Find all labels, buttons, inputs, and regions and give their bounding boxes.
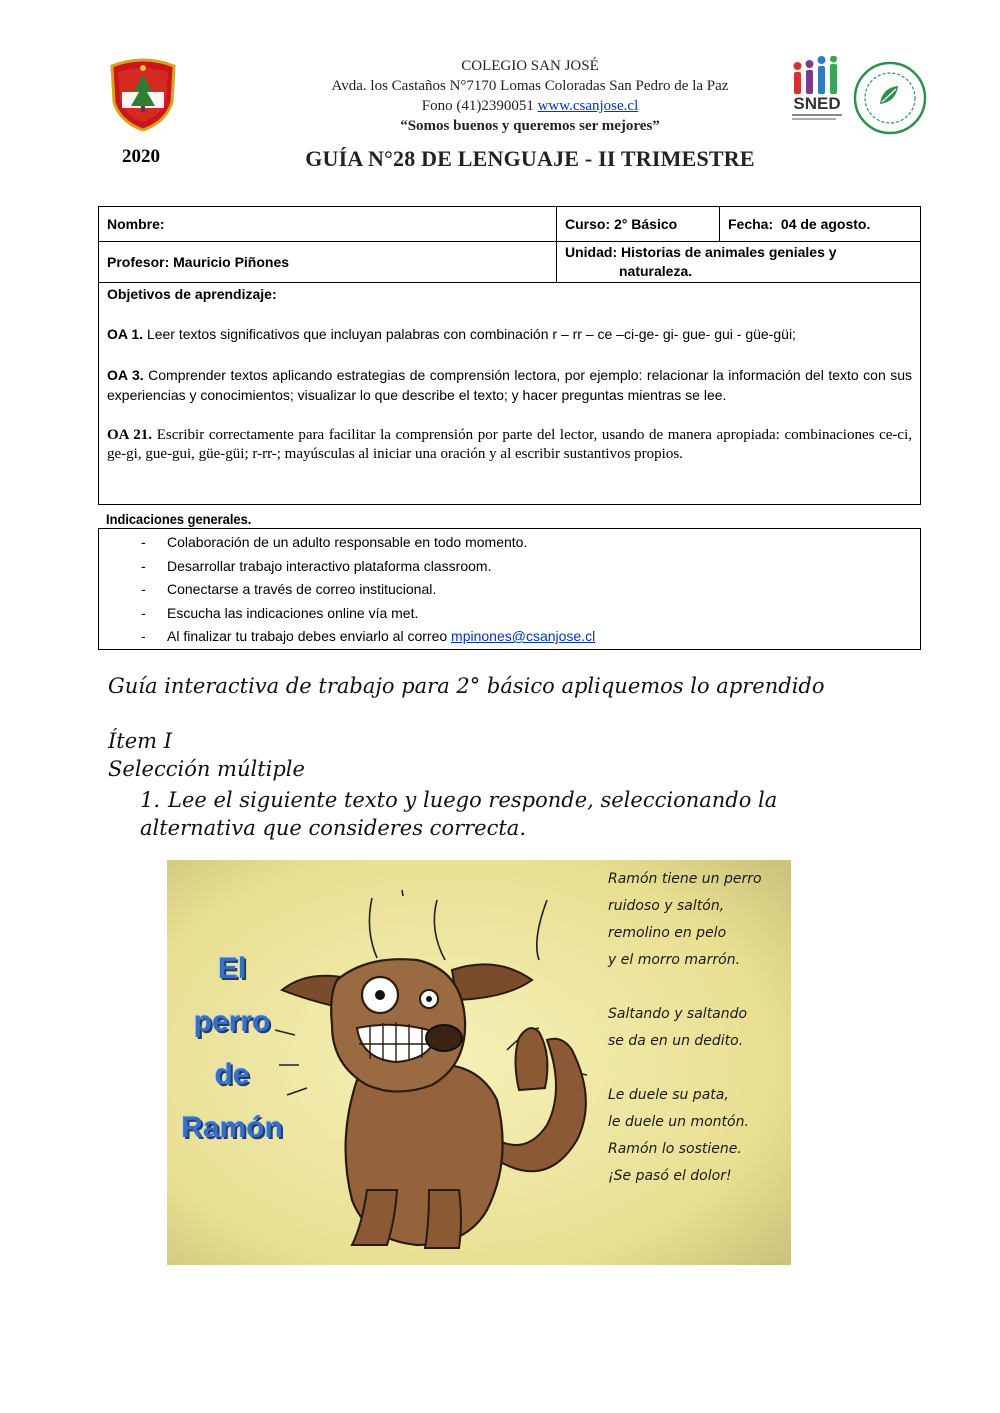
question-number: 1. xyxy=(140,788,161,812)
date-value: 04 de agosto. xyxy=(780,216,871,232)
name-field[interactable]: Nombre: xyxy=(99,207,557,242)
poem-title-word: Ramón xyxy=(181,1111,283,1144)
poem-line: Ramón tiene un perro xyxy=(608,871,762,887)
list-item: - Al finalizar tu trabajo debes enviarlo al correo mpinones@csanjose.cl xyxy=(141,628,596,644)
document-year: 2020 xyxy=(122,146,160,167)
school-header xyxy=(290,56,770,136)
environmental-certification-seal xyxy=(852,60,928,136)
poem-line: Ramón lo sostiene. xyxy=(608,1141,742,1157)
list-item: - Escucha las indicaciones online vía met. xyxy=(141,604,419,621)
poem-title-word: perro xyxy=(193,1005,271,1038)
unit-value-line2: naturaleza. xyxy=(619,263,693,279)
school-motto: “Somos buenos y queremos ser mejores” xyxy=(400,118,660,134)
indications-title: Indicaciones generales. xyxy=(106,511,252,527)
list-item: - Desarrollar trabajo interactivo plataforma classroom. xyxy=(141,557,492,574)
poem-title-word: El xyxy=(217,952,247,985)
objective-oa21: OA 21. Escribir correctamente para facilitar la comprensión por parte del lector, usando de manera apropiada: combinaciones ce-ci, ge-gi, gue-gui, güe-güi; r-rr-; mayúsculas al iniciar una oración y al escribir sustantivos propios. xyxy=(107,427,912,462)
poem-line: remolino en pelo xyxy=(608,925,727,941)
section-heading: Selección múltiple xyxy=(108,757,305,781)
student-info-table xyxy=(98,206,921,283)
item-heading: Ítem I xyxy=(108,729,173,753)
school-address: Avda. los Castaños N°7170 Lomas Coloradas San Pedro de la Paz xyxy=(331,78,729,94)
poem-line: se da en un dedito. xyxy=(608,1033,744,1049)
sned-logo xyxy=(786,56,848,126)
school-name: COLEGIO SAN JOSÉ xyxy=(461,58,599,74)
poem-line: ruidoso y saltón, xyxy=(608,898,725,914)
indications-box xyxy=(98,528,921,650)
date-cell: Fecha: 04 de agosto. xyxy=(720,207,921,242)
indications-list xyxy=(141,531,595,649)
school-website-link[interactable]: www.csanjose.cl xyxy=(537,98,639,114)
school-crest-logo xyxy=(106,56,180,132)
learning-objectives-box xyxy=(98,282,921,505)
list-item: - Conectarse a través de correo institucional. xyxy=(141,581,437,597)
poem-title xyxy=(167,942,297,1154)
objective-oa3: OA 3. Comprender textos aplicando estrategias de comprensión lectora, por ejemplo: relacionar la información del texto con sus experiencias y conocimientos; visualizar lo que describe el texto; y hacer preguntas mientras se lee. xyxy=(107,367,913,403)
guide-title: GUÍA N°28 DE LENGUAJE - II TRIMESTRE xyxy=(305,146,755,171)
question-1 xyxy=(140,786,860,842)
teacher-cell: Profesor: Mauricio Piñones xyxy=(99,242,557,283)
unit-cell: Unidad: Historias de animales geniales y naturaleza. xyxy=(557,242,921,283)
sned-label: SNED xyxy=(793,94,841,113)
poem-line: le duele un montón. xyxy=(608,1114,749,1130)
poem-text xyxy=(608,866,788,1190)
activity-intro: Guía interactiva de trabajo para 2° básico apliquemos lo aprendido xyxy=(108,674,825,698)
poem-line: y el morro marrón. xyxy=(608,952,741,968)
poem-line: Saltando y saltando xyxy=(608,1006,748,1022)
objective-oa1: OA 1. Leer textos significativos que incluyan palabras con combinación r – rr – ce –ci-ge- gi- gue- gui - güe-güi; xyxy=(107,326,796,342)
school-phone: Fono (41)2390051 xyxy=(421,98,534,114)
question-text: Lee el siguiente texto y luego responde, seleccionando la alternativa que consideres correcta. xyxy=(140,788,778,840)
school-contact xyxy=(290,96,770,116)
poem-title-word: de xyxy=(214,1058,250,1091)
poem-line: ¡Se pasó el dolor! xyxy=(608,1168,732,1184)
poem-illustration xyxy=(167,860,791,1265)
poem-line: Le duele su pata, xyxy=(608,1087,729,1103)
objectives-title: Objetivos de aprendizaje: xyxy=(107,286,277,302)
teacher-email-link[interactable]: mpinones@csanjose.cl xyxy=(451,628,596,644)
unit-value-line1: Historias de animales geniales y xyxy=(621,244,837,260)
list-item: - Colaboración de un adulto responsable en todo momento. xyxy=(141,534,528,550)
course-cell: Curso: 2° Básico xyxy=(557,207,720,242)
